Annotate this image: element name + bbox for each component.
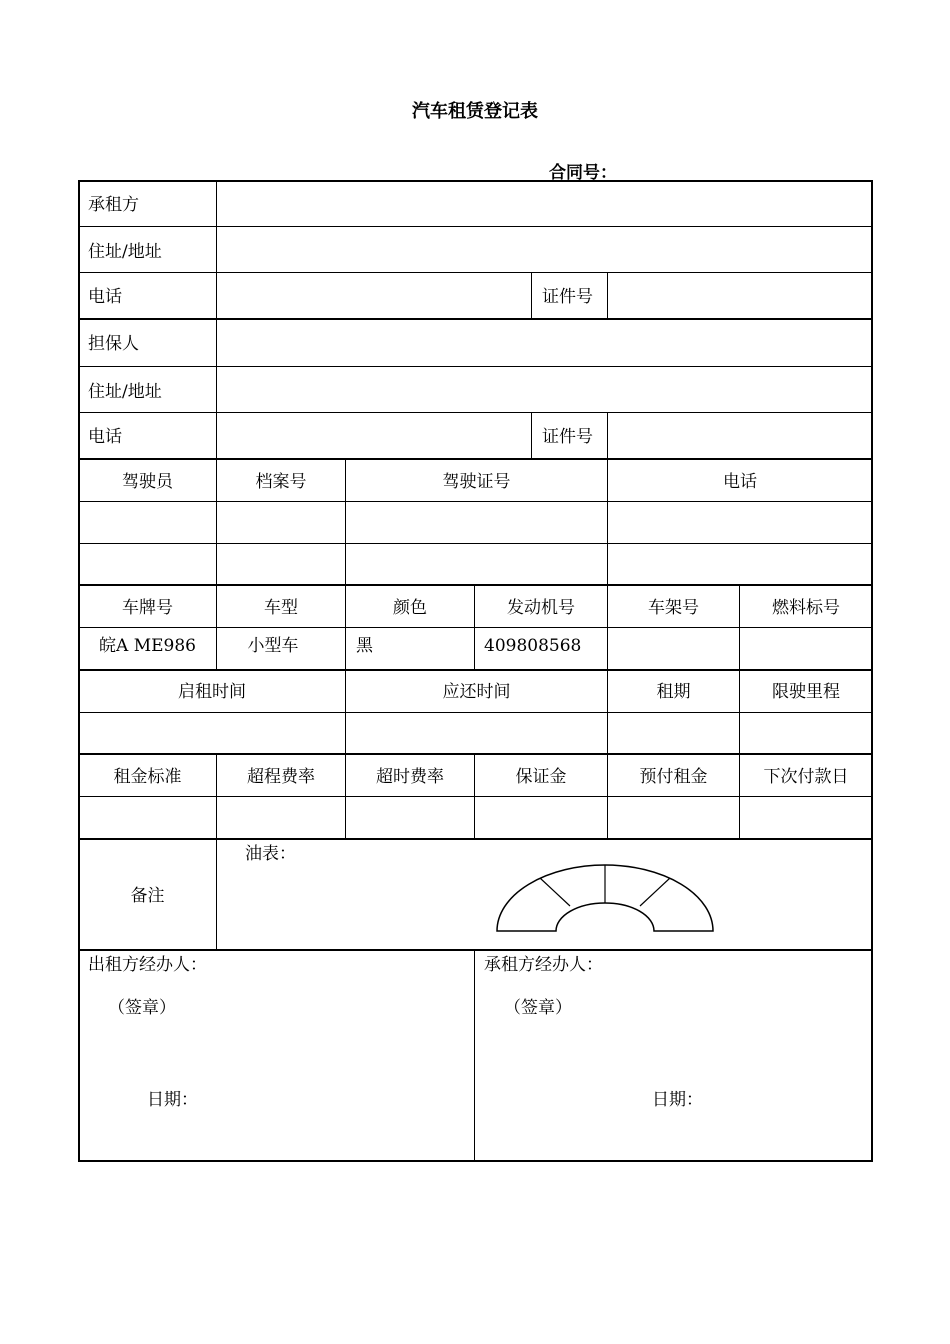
rental-header-start: 启租时间 — [178, 682, 246, 702]
drivers-header-driver: 驾驶员 — [122, 472, 173, 492]
fuel-gauge-icon — [495, 862, 717, 934]
lessee-id-label: 证件号 — [542, 287, 593, 307]
fees-header-deposit: 保证金 — [515, 767, 567, 787]
fuel-gauge-label: 油表： — [245, 844, 296, 864]
remarks-label: 备注 — [130, 886, 165, 906]
lessor-stamp-label: （签章） — [108, 998, 176, 1018]
vehicle-engine-no-value: 409808568 — [484, 636, 582, 656]
fees-header-over-mileage: 超程费率 — [247, 767, 315, 787]
vehicle-plate-value: 皖A ME986 — [99, 636, 196, 656]
lessee-address-label: 住址/地址 — [88, 242, 162, 262]
lessee-name-label: 承租方 — [88, 195, 139, 215]
fees-header-next-payment: 下次付款日 — [763, 767, 849, 787]
form-title: 汽车租赁登记表 — [412, 101, 538, 122]
guarantor-address-label: 住址/地址 — [88, 382, 162, 402]
drivers-header-file-no: 档案号 — [255, 472, 307, 492]
vehicle-header-frame-no: 车架号 — [648, 598, 699, 618]
drivers-header-phone: 电话 — [723, 472, 757, 492]
vehicle-header-model: 车型 — [264, 598, 298, 618]
lessee-stamp-label: （签章） — [504, 998, 572, 1018]
vehicle-header-color: 颜色 — [393, 598, 427, 618]
guarantor-phone-label: 电话 — [88, 427, 122, 447]
lessor-date-label: 日期： — [147, 1090, 198, 1110]
rental-header-mileage-limit: 限驶里程 — [772, 682, 840, 702]
lessee-date-label: 日期： — [652, 1090, 703, 1110]
fees-header-prepaid: 预付租金 — [639, 767, 708, 787]
rental-header-due: 应还时间 — [442, 682, 511, 702]
rental-header-term: 租期 — [656, 682, 691, 702]
lessee-agent-label: 承租方经办人： — [484, 955, 603, 975]
fees-header-over-time: 超时费率 — [376, 767, 444, 787]
rental-form-table — [78, 180, 873, 1162]
lessor-agent-label: 出租方经办人： — [88, 955, 207, 975]
vehicle-header-fuel-grade: 燃料标号 — [772, 598, 840, 618]
lessee-phone-label: 电话 — [88, 287, 122, 307]
guarantor-name-label: 担保人 — [88, 334, 139, 354]
vehicle-color-value: 黑 — [356, 636, 373, 656]
vehicle-model-value: 小型车 — [247, 636, 299, 656]
contract-number-label: 合同号： — [549, 163, 617, 183]
drivers-header-license-no: 驾驶证号 — [442, 472, 511, 492]
vehicle-header-plate: 车牌号 — [122, 598, 173, 618]
fees-header-rate: 租金标准 — [113, 767, 182, 787]
vehicle-header-engine-no: 发动机号 — [507, 598, 575, 618]
guarantor-id-label: 证件号 — [542, 427, 593, 447]
